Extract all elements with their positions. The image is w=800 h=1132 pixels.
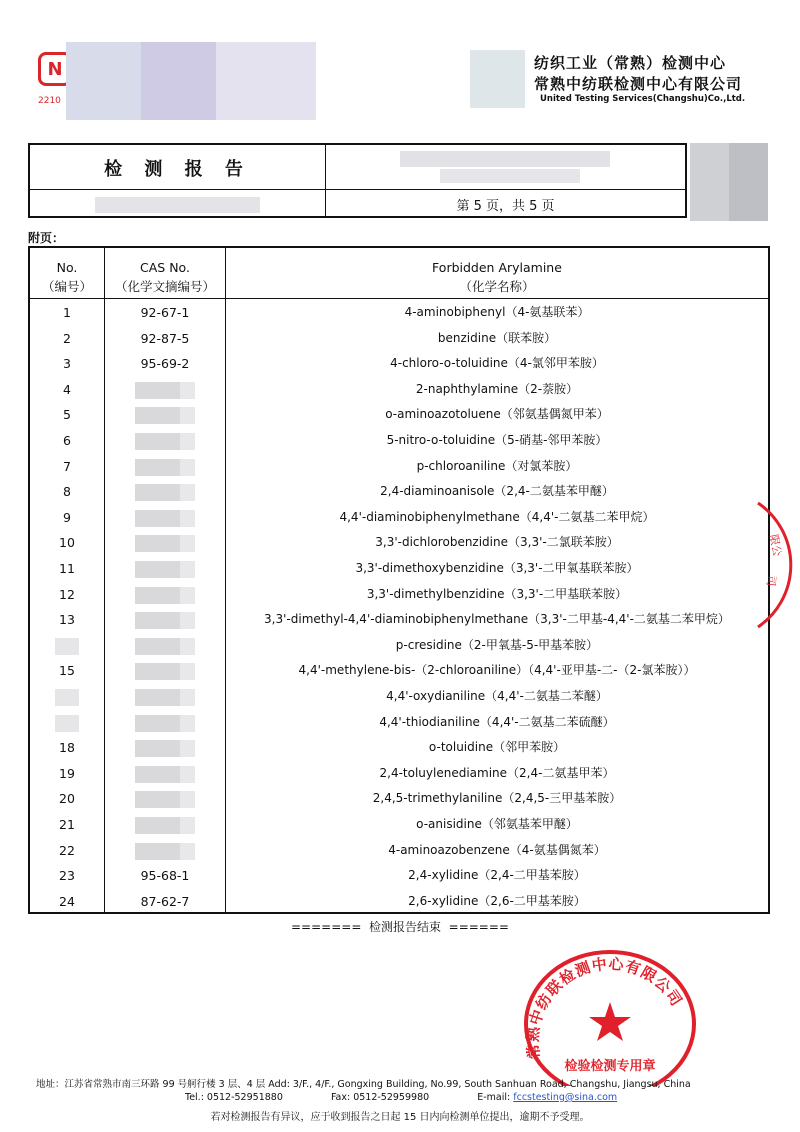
table-row <box>30 530 768 556</box>
redacted-logo-area <box>66 42 316 120</box>
cell-cas <box>105 761 225 787</box>
side-seal-stamp <box>748 495 800 635</box>
org-name: 纺织工业（常熟）检测中心 <box>534 54 727 72</box>
table-row <box>30 889 768 915</box>
column-header-no: No. （编号） <box>41 260 92 294</box>
cell-chemical-name: 3,3'-dimethyl-4,4'-diaminobiphenylmethane（3,3'-二甲基-4,4'-二氨基二苯甲烷） <box>264 612 730 627</box>
table-row <box>30 658 768 684</box>
cell-chemical-name: 4,4'-methylene-bis-（2-chloroaniline）（4,4'-亚甲基-二-（2-氯苯胺）） <box>298 663 696 678</box>
cell-cas <box>105 479 225 505</box>
logo-code: 2210 <box>38 96 61 106</box>
footer-tel: Tel.: 0512-52951880 <box>185 1092 283 1103</box>
redacted-cas <box>135 663 195 680</box>
cell-no: 10 <box>59 535 75 551</box>
cell-chemical-name: o-anisidine（邻氨基苯甲醚） <box>416 817 578 831</box>
cell-cas <box>105 454 225 480</box>
cell-cas: 95-69-2 <box>140 356 190 372</box>
cell-chemical-name: 4,4'-oxydianiline（4,4'-二氨基二苯醚） <box>386 689 608 703</box>
redacted-report-number <box>400 151 610 167</box>
cell-no: 15 <box>59 663 75 679</box>
cell-chemical-name: 3,3'-dimethoxybenzidine（3,3'-二甲氧基联苯胺） <box>355 561 639 575</box>
cell-cas: 92-67-1 <box>140 305 190 320</box>
table-row <box>30 633 768 659</box>
cell-no: 24 <box>59 893 75 909</box>
redacted-cas <box>135 382 195 399</box>
table-row <box>30 428 768 454</box>
cell-chemical-name: benzidine（联苯胺） <box>437 330 557 345</box>
table-row <box>30 735 768 761</box>
redacted-no <box>55 715 79 732</box>
cell-cas <box>105 428 225 454</box>
org-subtitle: 常熟中纺联检测中心有限公司 <box>534 75 743 93</box>
cell-chemical-name: 5-nitro-o-toluidine（5-硝基-邻甲苯胺） <box>386 433 608 447</box>
cell-no: 11 <box>59 561 75 576</box>
redacted-cas <box>135 535 195 552</box>
cell-chemical-name: o-toluidine（邻甲苯胺） <box>428 740 566 755</box>
redacted-cas <box>135 766 195 783</box>
cell-cas <box>105 607 225 633</box>
cell-no: 3 <box>63 356 71 372</box>
cell-no <box>30 684 104 710</box>
redacted-cas <box>135 740 195 757</box>
cell-cas <box>105 505 225 531</box>
table-row <box>30 454 768 480</box>
cell-no: 6 <box>63 433 71 448</box>
brand-logo-icon: N <box>38 52 72 86</box>
column-header-cas: CAS No. （化学文摘编号） <box>114 260 215 294</box>
redacted-cas <box>135 817 195 834</box>
redacted-qr-code <box>690 143 768 221</box>
cell-cas <box>105 582 225 608</box>
cell-cas <box>105 530 225 556</box>
report-title: 检 测 报 告 <box>104 159 251 180</box>
cell-cas: 92-87-5 <box>140 330 190 346</box>
cell-chemical-name: 2,4-diaminoanisole（2,4-二氨基苯甲醚） <box>380 484 614 499</box>
cell-cas <box>105 658 225 684</box>
cell-chemical-name: p-chloroaniline（对氯苯胺） <box>416 458 578 473</box>
official-seal-stamp <box>518 940 702 1086</box>
cell-no: 13 <box>59 612 75 628</box>
cell-chemical-name: 4,4'-thiodianiline（4,4'-二氨基二苯硫醚） <box>379 714 615 729</box>
footer-notice: 若对检测报告有异议，应于收到报告之日起 15 日内向检测单位提出，逾期不予受理。 <box>210 1112 590 1123</box>
cell-cas <box>105 735 225 761</box>
cell-no: 1 <box>63 305 71 320</box>
appendix-label: 附页： <box>28 231 65 245</box>
seal-bottom-text: 检验检测专用章 <box>564 1059 656 1074</box>
table-row <box>30 377 768 403</box>
cell-no: 2 <box>63 330 71 346</box>
cell-chemical-name: 4-aminobiphenyl（4-氨基联苯） <box>404 305 590 319</box>
table-row <box>30 326 768 352</box>
redacted-cas <box>135 433 195 450</box>
redacted-report-number-2 <box>440 169 580 183</box>
table-row <box>30 786 768 812</box>
arylamine-table <box>28 246 770 914</box>
cell-chemical-name: p-cresidine（2-甲氧基-5-甲基苯胺） <box>395 637 599 652</box>
cell-cas <box>105 556 225 582</box>
cell-chemical-name: 2-naphthylamine（2-萘胺） <box>415 381 579 396</box>
cell-cas: 87-62-7 <box>140 893 190 909</box>
cell-no: 20 <box>59 791 75 807</box>
table-row <box>30 300 768 326</box>
cell-chemical-name: 4-aminoazobenzene（4-氨基偶氮苯） <box>388 842 606 857</box>
footer-contacts <box>185 1092 617 1103</box>
redacted-cas <box>135 459 195 476</box>
cell-no: 23 <box>59 868 75 884</box>
cell-chemical-name: 2,4-xylidine（2,4-二甲基苯胺） <box>408 868 586 883</box>
cell-chemical-name: 3,3'-dichlorobenzidine（3,3'-二氯联苯胺） <box>375 535 619 550</box>
redacted-cas <box>135 689 195 706</box>
cell-chemical-name: 2,4-toluylenediamine（2,4-二氨基甲苯） <box>379 765 615 780</box>
table-row <box>30 863 768 889</box>
cell-chemical-name: 4,4'-diaminobiphenylmethane（4,4'-二氨基二苯甲烷） <box>339 509 655 524</box>
footer-email-link[interactable]: fccstesting@sina.com <box>513 1092 618 1103</box>
redacted-client <box>95 197 260 213</box>
report-end-marker: ======= 检测报告结束 ====== <box>291 920 509 934</box>
table-row <box>30 710 768 736</box>
cell-no: 22 <box>59 842 75 858</box>
table-row <box>30 402 768 428</box>
table-row <box>30 684 768 710</box>
svg-text:限公: 限公 <box>767 533 784 558</box>
seal-star-icon <box>589 1002 631 1041</box>
cell-no: 7 <box>63 458 71 474</box>
footer-email-label: E-mail: <box>477 1092 511 1103</box>
cell-cas <box>105 838 225 864</box>
cell-no: 4 <box>63 381 71 397</box>
seal-text: 常熟中纺联检测中心有限公司 <box>523 954 686 1060</box>
table-row <box>30 479 768 505</box>
cell-no <box>30 710 104 736</box>
table-row <box>30 505 768 531</box>
table-row <box>30 812 768 838</box>
org-english-name: United Testing Services(Changshu)Co.,Ltd. <box>540 94 746 104</box>
cell-cas <box>105 402 225 428</box>
redacted-cas <box>135 561 195 578</box>
redacted-cas <box>135 715 195 732</box>
redacted-no <box>55 689 79 706</box>
cell-cas <box>105 710 225 736</box>
cell-cas <box>105 786 225 812</box>
cell-no: 21 <box>59 817 75 832</box>
redacted-cas <box>135 612 195 629</box>
redacted-cas <box>135 484 195 501</box>
cell-chemical-name: 2,4,5-trimethylaniline（2,4,5-三甲基苯胺） <box>372 791 622 806</box>
redacted-cas <box>135 843 195 860</box>
cell-cas: 95-68-1 <box>140 868 190 884</box>
redacted-cas <box>135 407 195 424</box>
svg-text:司: 司 <box>764 574 778 587</box>
report-title-box <box>28 143 687 218</box>
svg-text:常熟中纺联检测中心有限公司 <box>524 955 686 1060</box>
table-row <box>30 351 768 377</box>
cell-cas <box>105 812 225 838</box>
cell-chemical-name: o-aminoazotoluene（邻氨基偶氮甲苯） <box>385 407 609 422</box>
table-row <box>30 607 768 633</box>
redacted-cas <box>135 638 195 655</box>
cell-cas <box>105 684 225 710</box>
redacted-logo-area-2 <box>470 50 525 108</box>
cell-no: 18 <box>59 740 75 756</box>
redacted-cas <box>135 510 195 527</box>
cell-no: 8 <box>63 484 71 500</box>
cell-no <box>30 633 104 659</box>
redacted-no <box>55 638 79 655</box>
table-row <box>30 556 768 582</box>
cell-cas <box>105 377 225 403</box>
cell-chemical-name: 2,6-xylidine（2,6-二甲基苯胺） <box>408 893 586 908</box>
cell-no: 19 <box>59 765 75 781</box>
redacted-cas <box>135 791 195 808</box>
redacted-cas <box>135 587 195 604</box>
cell-chemical-name: 4-chloro-o-toluidine（4-氯邻甲苯胺） <box>390 356 604 371</box>
cell-chemical-name: 3,3'-dimethylbenzidine（3,3'-二甲基联苯胺） <box>366 586 628 601</box>
table-row <box>30 582 768 608</box>
table-row <box>30 761 768 787</box>
page-info: 第 5 页，共 5 页 <box>456 199 555 214</box>
table-row <box>30 838 768 864</box>
footer-address: 地址：江苏省常熟市南三环路 99 号舸行楼 3 层、4 层 Add: 3/F., 4/F., Gongxing Building, No.99, South Sanhuan Road, Changshu, Jiangsu, China <box>36 1079 691 1090</box>
cell-no: 12 <box>59 586 75 602</box>
cell-no: 5 <box>63 407 71 423</box>
footer-fax: Fax: 0512-52959980 <box>330 1092 430 1103</box>
cell-no: 9 <box>63 509 71 525</box>
column-header-name: Forbidden Arylamine （化学名称） <box>432 260 562 294</box>
cell-cas <box>105 633 225 659</box>
